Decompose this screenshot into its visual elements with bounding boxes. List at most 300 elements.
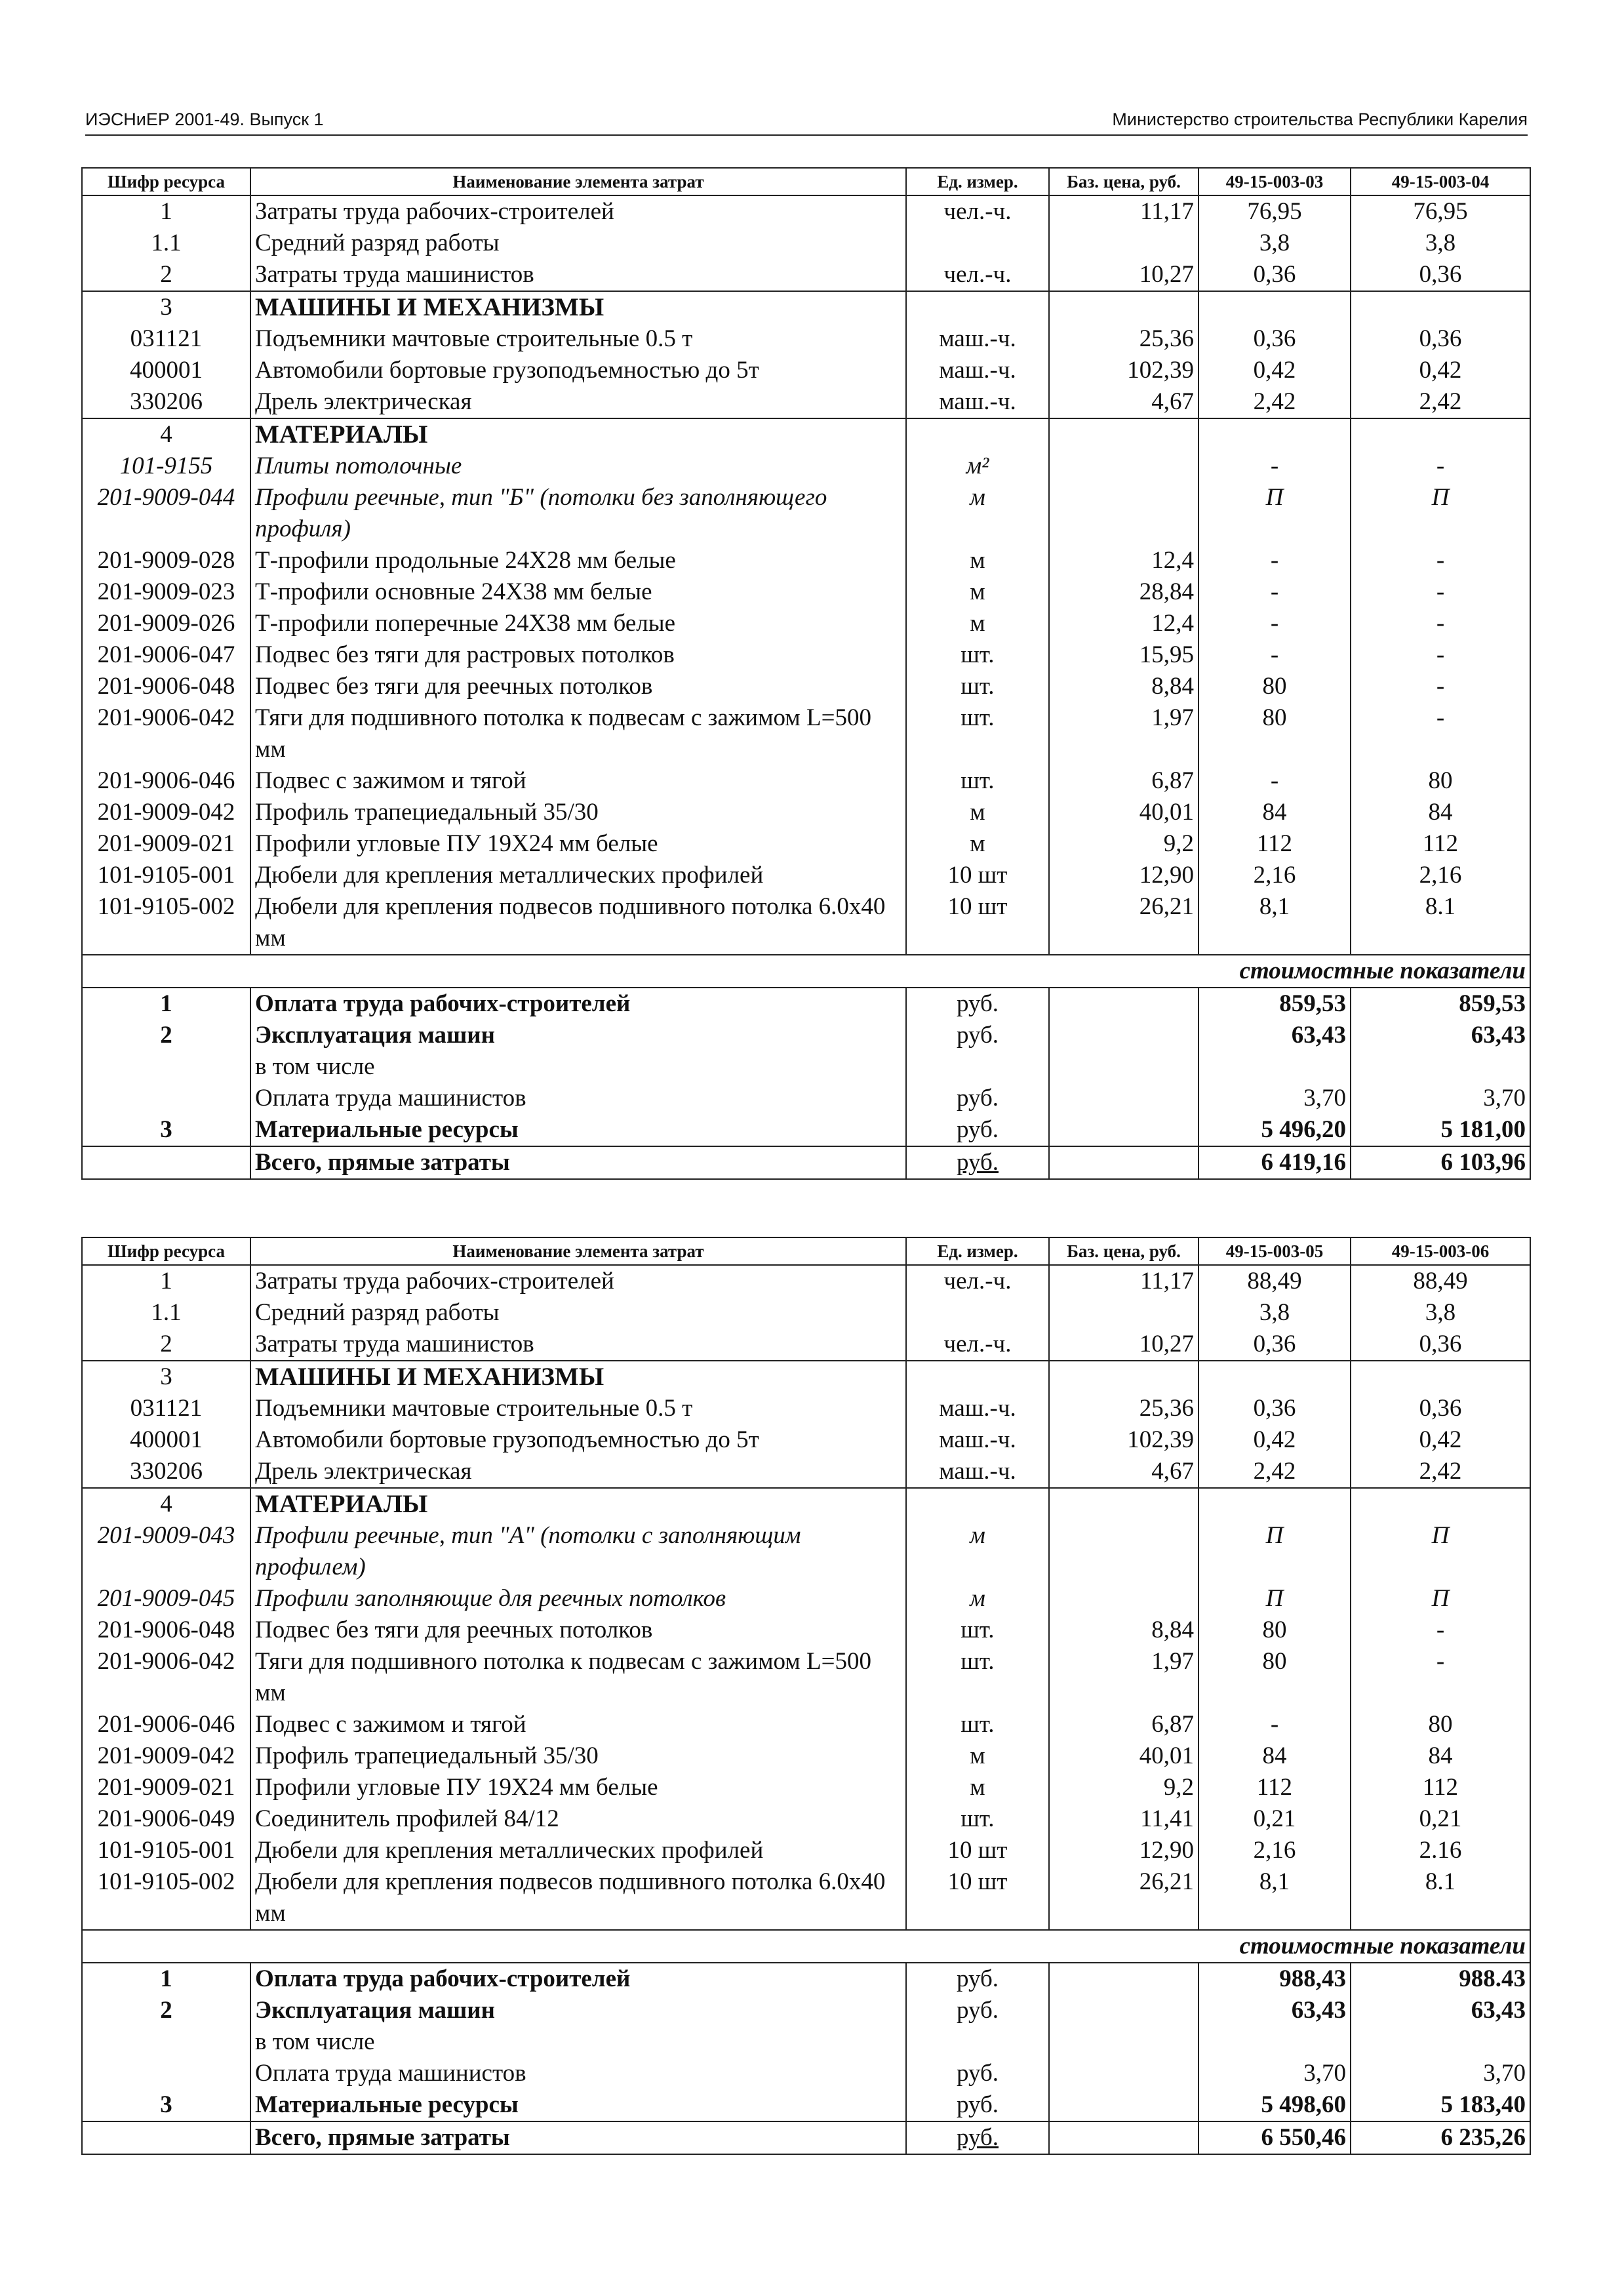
table-row: [82, 1803, 1530, 1835]
norm-value-a: 0,36: [1198, 1393, 1351, 1424]
unit-of-measure: м: [906, 482, 1049, 545]
norm-value-b: 2,16: [1351, 860, 1530, 891]
unit-of-measure: шт.: [906, 765, 1049, 797]
col-header-norm-b: 49-15-003-04: [1351, 168, 1530, 195]
norm-value-a: 0,36: [1198, 323, 1351, 355]
col-header-unit: Ед. измер.: [906, 168, 1049, 195]
empty-cell: [1198, 291, 1351, 323]
element-name: Профили реечные, тип "Б" (потолки без заполняющего профиля): [250, 482, 906, 545]
unit-of-measure: шт.: [906, 1709, 1049, 1740]
resource-code: 201-9006-042: [82, 1646, 250, 1709]
unit-of-measure: м: [906, 828, 1049, 860]
norm-value-a: 2,16: [1198, 1835, 1351, 1866]
table-row: [82, 608, 1530, 639]
unit-of-measure: [906, 228, 1049, 259]
base-price: 26,21: [1049, 891, 1198, 955]
base-price: 11,41: [1049, 1803, 1198, 1835]
empty-cell: [906, 1488, 1049, 1520]
element-name: Затраты труда машинистов: [250, 259, 906, 291]
cost-row: [82, 2026, 1530, 2058]
cost-value-a: 5 496,20: [1198, 1114, 1351, 1146]
unit-of-measure: 10 шт: [906, 891, 1049, 955]
norm-value-b: 80: [1351, 1709, 1530, 1740]
table-row: [82, 1866, 1530, 1930]
ministry-name: Министерство строительства Республики Карелия: [1112, 110, 1528, 129]
unit-of-measure: шт.: [906, 1646, 1049, 1709]
cost-name: в том числе: [250, 2026, 906, 2058]
cost-row: [82, 2089, 1530, 2121]
cost-unit: руб.: [906, 2121, 1049, 2154]
resource-code: 201-9009-042: [82, 797, 250, 828]
norm-value-b: П: [1351, 1583, 1530, 1615]
norm-value-b: П: [1351, 482, 1530, 545]
norm-value-a: -: [1198, 545, 1351, 576]
resource-code: 031121: [82, 323, 250, 355]
cost-row: [82, 988, 1530, 1020]
empty-cell: [1049, 2121, 1198, 2154]
table-row: [82, 259, 1530, 291]
resource-code: 3: [82, 291, 250, 323]
element-name: Дрель электрическая: [250, 1456, 906, 1488]
norm-value-a: 0,42: [1198, 1424, 1351, 1456]
base-price: 6,87: [1049, 765, 1198, 797]
norm-value-a: 80: [1198, 671, 1351, 702]
table-row: [82, 1740, 1530, 1772]
resource-code: 400001: [82, 355, 250, 386]
col-header-norm-a: 49-15-003-05: [1198, 1237, 1351, 1265]
resource-code: 201-9009-026: [82, 608, 250, 639]
norm-value-a: П: [1198, 1520, 1351, 1583]
resource-code: 101-9105-001: [82, 860, 250, 891]
unit-of-measure: м: [906, 545, 1049, 576]
section-row: [82, 291, 1530, 323]
cost-index: [82, 1051, 250, 1083]
table-header-row: [82, 168, 1530, 195]
resource-code: 1: [82, 1265, 250, 1297]
cost-value-b: 5 183,40: [1351, 2089, 1530, 2121]
resource-code: 201-9006-047: [82, 639, 250, 671]
empty-cell: [1049, 2058, 1198, 2089]
cost-value-a: [1198, 2026, 1351, 2058]
base-price: 102,39: [1049, 355, 1198, 386]
cost-row: [82, 1020, 1530, 1051]
base-price: [1049, 451, 1198, 482]
empty-cell: [1049, 988, 1198, 1020]
resource-code: 101-9105-002: [82, 1866, 250, 1930]
estimate-table-1: [81, 167, 1531, 1180]
norm-value-b: -: [1351, 545, 1530, 576]
norm-value-a: 76,95: [1198, 195, 1351, 228]
empty-cell: [1049, 1963, 1198, 1995]
norm-value-b: 76,95: [1351, 195, 1530, 228]
resource-code: 201-9009-044: [82, 482, 250, 545]
cost-row: [82, 1083, 1530, 1114]
norm-value-b: 2,42: [1351, 1456, 1530, 1488]
norm-value-b: -: [1351, 671, 1530, 702]
empty-cell: [1049, 1051, 1198, 1083]
norm-value-b: 112: [1351, 1772, 1530, 1803]
cost-name: Оплата труда машинистов: [250, 1083, 906, 1114]
cost-indicators-header: [82, 955, 1530, 988]
base-price: 1,97: [1049, 1646, 1198, 1709]
table-row: [82, 671, 1530, 702]
base-price: 10,27: [1049, 259, 1198, 291]
unit-of-measure: шт.: [906, 1803, 1049, 1835]
cost-value-b: 6 103,96: [1351, 1146, 1530, 1179]
base-price: 26,21: [1049, 1866, 1198, 1930]
cost-index: 3: [82, 1114, 250, 1146]
element-name: Подъемники мачтовые строительные 0.5 т: [250, 1393, 906, 1424]
table-row: [82, 1520, 1530, 1583]
empty-cell: [1049, 1361, 1198, 1393]
resource-code: 101-9155: [82, 451, 250, 482]
norm-value-a: 8,1: [1198, 891, 1351, 955]
unit-of-measure: маш.-ч.: [906, 386, 1049, 418]
cost-row: [82, 1995, 1530, 2026]
empty-cell: [1049, 1488, 1198, 1520]
norm-value-a: 2,16: [1198, 860, 1351, 891]
norm-value-b: 3,8: [1351, 1297, 1530, 1329]
unit-of-measure: 10 шт: [906, 1866, 1049, 1930]
col-header-name: Наименование элемента затрат: [250, 168, 906, 195]
norm-value-b: 2.16: [1351, 1835, 1530, 1866]
element-name: Профили заполняющие для реечных потолков: [250, 1583, 906, 1615]
norm-value-a: 112: [1198, 828, 1351, 860]
unit-of-measure: шт.: [906, 1615, 1049, 1646]
element-name: Тяги для подшивного потолка к подвесам с зажимом L=500 мм: [250, 702, 906, 765]
resource-code: 201-9009-045: [82, 1583, 250, 1615]
base-price: 102,39: [1049, 1424, 1198, 1456]
unit-of-measure: маш.-ч.: [906, 1456, 1049, 1488]
cost-value-a: 3,70: [1198, 1083, 1351, 1114]
unit-of-measure: шт.: [906, 671, 1049, 702]
unit-of-measure: м: [906, 1520, 1049, 1583]
unit-of-measure: чел.-ч.: [906, 1265, 1049, 1297]
norm-value-a: 84: [1198, 797, 1351, 828]
cost-value-b: 63,43: [1351, 1995, 1530, 2026]
norm-value-b: 0,36: [1351, 323, 1530, 355]
cost-value-a: 6 419,16: [1198, 1146, 1351, 1179]
element-name: Автомобили бортовые грузоподъемностью до 5т: [250, 355, 906, 386]
norm-value-b: 0,36: [1351, 1329, 1530, 1361]
table-row: [82, 765, 1530, 797]
table-row: [82, 576, 1530, 608]
cost-value-b: [1351, 2026, 1530, 2058]
empty-cell: [1049, 418, 1198, 451]
unit-of-measure: 10 шт: [906, 860, 1049, 891]
total-row: [82, 1146, 1530, 1179]
base-price: 6,87: [1049, 1709, 1198, 1740]
document-code: ИЭСНиЕР 2001-49. Выпуск 1: [85, 110, 324, 129]
resource-code: 201-9009-042: [82, 1740, 250, 1772]
col-header-norm-b: 49-15-003-06: [1351, 1237, 1530, 1265]
cost-value-a: 5 498,60: [1198, 2089, 1351, 2121]
col-header-name: Наименование элемента затрат: [250, 1237, 906, 1265]
cost-index: [82, 2121, 250, 2154]
table-row: [82, 323, 1530, 355]
table-row: [82, 1393, 1530, 1424]
base-price: 1,97: [1049, 702, 1198, 765]
element-name: Дюбели для крепления металлических профилей: [250, 1835, 906, 1866]
element-name: Средний разряд работы: [250, 228, 906, 259]
cost-name: Оплата труда машинистов: [250, 2058, 906, 2089]
norm-value-b: 88,49: [1351, 1265, 1530, 1297]
norm-value-b: 0,36: [1351, 259, 1530, 291]
element-name: Средний разряд работы: [250, 1297, 906, 1329]
unit-of-measure: 10 шт: [906, 1835, 1049, 1866]
cost-index: [82, 1083, 250, 1114]
element-name: Профили угловые ПУ 19Х24 мм белые: [250, 1772, 906, 1803]
table-row: [82, 1456, 1530, 1488]
table-row: [82, 702, 1530, 765]
base-price: [1049, 1520, 1198, 1583]
table-row: [82, 1772, 1530, 1803]
col-header-unit: Ед. измер.: [906, 1237, 1049, 1265]
resource-code: 4: [82, 1488, 250, 1520]
unit-of-measure: маш.-ч.: [906, 1424, 1049, 1456]
resource-code: 201-9006-046: [82, 1709, 250, 1740]
cost-name: Материальные ресурсы: [250, 2089, 906, 2121]
total-row: [82, 2121, 1530, 2154]
resource-code: 101-9105-002: [82, 891, 250, 955]
norm-value-a: 80: [1198, 1615, 1351, 1646]
norm-value-b: 0,42: [1351, 1424, 1530, 1456]
resource-code: 201-9006-049: [82, 1803, 250, 1835]
table-row: [82, 451, 1530, 482]
unit-of-measure: маш.-ч.: [906, 1393, 1049, 1424]
cost-value-b: 6 235,26: [1351, 2121, 1530, 2154]
norm-value-a: 8,1: [1198, 1866, 1351, 1930]
unit-of-measure: маш.-ч.: [906, 355, 1049, 386]
cost-unit: [906, 1051, 1049, 1083]
norm-value-b: П: [1351, 1520, 1530, 1583]
section-title: МАШИНЫ И МЕХАНИЗМЫ: [250, 1361, 906, 1393]
col-header-norm-a: 49-15-003-03: [1198, 168, 1351, 195]
cost-indicators-label: стоимостные показатели: [82, 1930, 1530, 1963]
unit-of-measure: шт.: [906, 639, 1049, 671]
cost-unit: руб.: [906, 1114, 1049, 1146]
unit-of-measure: м: [906, 1583, 1049, 1615]
element-name: Дюбели для крепления металлических профилей: [250, 860, 906, 891]
base-price: 12,90: [1049, 860, 1198, 891]
base-price: [1049, 1583, 1198, 1615]
resource-code: 330206: [82, 386, 250, 418]
resource-code: 201-9009-021: [82, 828, 250, 860]
table-header-row: [82, 1237, 1530, 1265]
cost-name: Всего, прямые затраты: [250, 1146, 906, 1179]
norm-value-a: -: [1198, 1709, 1351, 1740]
cost-value-b: 3,70: [1351, 1083, 1530, 1114]
norm-value-b: 0,36: [1351, 1393, 1530, 1424]
col-header-code: Шифр ресурса: [82, 1237, 250, 1265]
resource-code: 1.1: [82, 1297, 250, 1329]
page-header: [85, 108, 1528, 136]
cost-value-a: 859,53: [1198, 988, 1351, 1020]
cost-value-b: [1351, 1051, 1530, 1083]
unit-of-measure: м: [906, 608, 1049, 639]
resource-code: 201-9009-028: [82, 545, 250, 576]
resource-code: 201-9009-043: [82, 1520, 250, 1583]
table-row: [82, 545, 1530, 576]
norm-value-a: 0,36: [1198, 259, 1351, 291]
norm-value-b: 8.1: [1351, 1866, 1530, 1930]
element-name: Подвес с зажимом и тягой: [250, 765, 906, 797]
empty-cell: [1198, 1361, 1351, 1393]
col-header-price: Баз. цена, руб.: [1049, 168, 1198, 195]
cost-index: [82, 2026, 250, 2058]
resource-code: 2: [82, 259, 250, 291]
cost-indicators-header: [82, 1930, 1530, 1963]
element-name: Затраты труда рабочих-строителей: [250, 195, 906, 228]
table-row: [82, 797, 1530, 828]
cost-value-b: 5 181,00: [1351, 1114, 1530, 1146]
resource-code: 201-9006-046: [82, 765, 250, 797]
resource-code: 201-9006-048: [82, 1615, 250, 1646]
cost-name: Оплата труда рабочих-строителей: [250, 988, 906, 1020]
section-row: [82, 1488, 1530, 1520]
cost-value-a: 6 550,46: [1198, 2121, 1351, 2154]
norm-value-a: 3,8: [1198, 1297, 1351, 1329]
norm-value-a: -: [1198, 608, 1351, 639]
cost-index: 3: [82, 2089, 250, 2121]
base-price: 12,90: [1049, 1835, 1198, 1866]
col-header-code: Шифр ресурса: [82, 168, 250, 195]
cost-name: Эксплуатация машин: [250, 1020, 906, 1051]
empty-cell: [906, 1361, 1049, 1393]
element-name: Тяги для подшивного потолка к подвесам с зажимом L=500 мм: [250, 1646, 906, 1709]
cost-unit: руб.: [906, 2089, 1049, 2121]
unit-of-measure: м: [906, 1772, 1049, 1803]
element-name: Подвес без тяги для реечных потолков: [250, 671, 906, 702]
empty-cell: [906, 418, 1049, 451]
cost-value-b: 859,53: [1351, 988, 1530, 1020]
base-price: 9,2: [1049, 1772, 1198, 1803]
unit-of-measure: чел.-ч.: [906, 1329, 1049, 1361]
norm-value-a: П: [1198, 482, 1351, 545]
cost-name: в том числе: [250, 1051, 906, 1083]
element-name: Т-профили поперечные 24Х38 мм белые: [250, 608, 906, 639]
cost-name: Оплата труда рабочих-строителей: [250, 1963, 906, 1995]
base-price: [1049, 1297, 1198, 1329]
cost-value-b: 3,70: [1351, 2058, 1530, 2089]
norm-value-a: 88,49: [1198, 1265, 1351, 1297]
cost-unit: руб.: [906, 1146, 1049, 1179]
cost-unit: руб.: [906, 2058, 1049, 2089]
table-row: [82, 355, 1530, 386]
empty-cell: [1049, 2089, 1198, 2121]
base-price: 8,84: [1049, 1615, 1198, 1646]
empty-cell: [906, 291, 1049, 323]
norm-value-b: -: [1351, 1615, 1530, 1646]
cost-unit: руб.: [906, 988, 1049, 1020]
cost-value-b: 63,43: [1351, 1020, 1530, 1051]
cost-index: 1: [82, 1963, 250, 1995]
norm-value-b: 84: [1351, 1740, 1530, 1772]
table-row: [82, 195, 1530, 228]
norm-value-a: -: [1198, 639, 1351, 671]
unit-of-measure: чел.-ч.: [906, 259, 1049, 291]
section-title: МАТЕРИАЛЫ: [250, 418, 906, 451]
estimate-table-2: [81, 1237, 1531, 2155]
norm-value-a: 3,8: [1198, 228, 1351, 259]
cost-index: 1: [82, 988, 250, 1020]
cost-index: [82, 1146, 250, 1179]
table-row: [82, 860, 1530, 891]
col-header-price: Баз. цена, руб.: [1049, 1237, 1198, 1265]
resource-code: 3: [82, 1361, 250, 1393]
cost-value-b: 988.43: [1351, 1963, 1530, 1995]
table-row: [82, 828, 1530, 860]
table-row: [82, 1329, 1530, 1361]
unit-of-measure: чел.-ч.: [906, 195, 1049, 228]
section-row: [82, 1361, 1530, 1393]
element-name: Соединитель профилей 84/12: [250, 1803, 906, 1835]
norm-value-b: -: [1351, 576, 1530, 608]
table-row: [82, 386, 1530, 418]
element-name: Затраты труда машинистов: [250, 1329, 906, 1361]
base-price: 40,01: [1049, 1740, 1198, 1772]
cost-unit: руб.: [906, 1083, 1049, 1114]
cost-value-a: 63,43: [1198, 1020, 1351, 1051]
cost-index: 2: [82, 1020, 250, 1051]
unit-of-measure: м²: [906, 451, 1049, 482]
element-name: Подвес с зажимом и тягой: [250, 1709, 906, 1740]
table-row: [82, 639, 1530, 671]
section-title: МАШИНЫ И МЕХАНИЗМЫ: [250, 291, 906, 323]
empty-cell: [1351, 418, 1530, 451]
norm-value-b: -: [1351, 451, 1530, 482]
empty-cell: [1049, 2026, 1198, 2058]
element-name: Профиль трапециедальный 35/30: [250, 1740, 906, 1772]
cost-value-a: [1198, 1051, 1351, 1083]
element-name: Автомобили бортовые грузоподъемностью до 5т: [250, 1424, 906, 1456]
norm-value-b: -: [1351, 608, 1530, 639]
table-row: [82, 1265, 1530, 1297]
norm-value-a: -: [1198, 765, 1351, 797]
element-name: Т-профили продольные 24Х28 мм белые: [250, 545, 906, 576]
base-price: 12,4: [1049, 608, 1198, 639]
element-name: Дюбели для крепления подвесов подшивного потолка 6.0х40 мм: [250, 891, 906, 955]
cost-name: Материальные ресурсы: [250, 1114, 906, 1146]
cost-name: Эксплуатация машин: [250, 1995, 906, 2026]
empty-cell: [1198, 1488, 1351, 1520]
element-name: Подъемники мачтовые строительные 0.5 т: [250, 323, 906, 355]
base-price: 40,01: [1049, 797, 1198, 828]
base-price: 10,27: [1049, 1329, 1198, 1361]
empty-cell: [1351, 291, 1530, 323]
table-row: [82, 1646, 1530, 1709]
cost-unit: руб.: [906, 1995, 1049, 2026]
norm-value-a: 2,42: [1198, 1456, 1351, 1488]
section-row: [82, 418, 1530, 451]
cost-index: 2: [82, 1995, 250, 2026]
element-name: Т-профили основные 24Х38 мм белые: [250, 576, 906, 608]
resource-code: 201-9009-023: [82, 576, 250, 608]
unit-of-measure: м: [906, 576, 1049, 608]
norm-value-b: -: [1351, 702, 1530, 765]
resource-code: 330206: [82, 1456, 250, 1488]
cost-value-a: 988,43: [1198, 1963, 1351, 1995]
element-name: Плиты потолочные: [250, 451, 906, 482]
empty-cell: [1049, 1114, 1198, 1146]
norm-value-a: 80: [1198, 702, 1351, 765]
empty-cell: [1351, 1361, 1530, 1393]
empty-cell: [1049, 1020, 1198, 1051]
unit-of-measure: м: [906, 1740, 1049, 1772]
base-price: 12,4: [1049, 545, 1198, 576]
element-name: Профиль трапециедальный 35/30: [250, 797, 906, 828]
norm-value-b: 3,8: [1351, 228, 1530, 259]
